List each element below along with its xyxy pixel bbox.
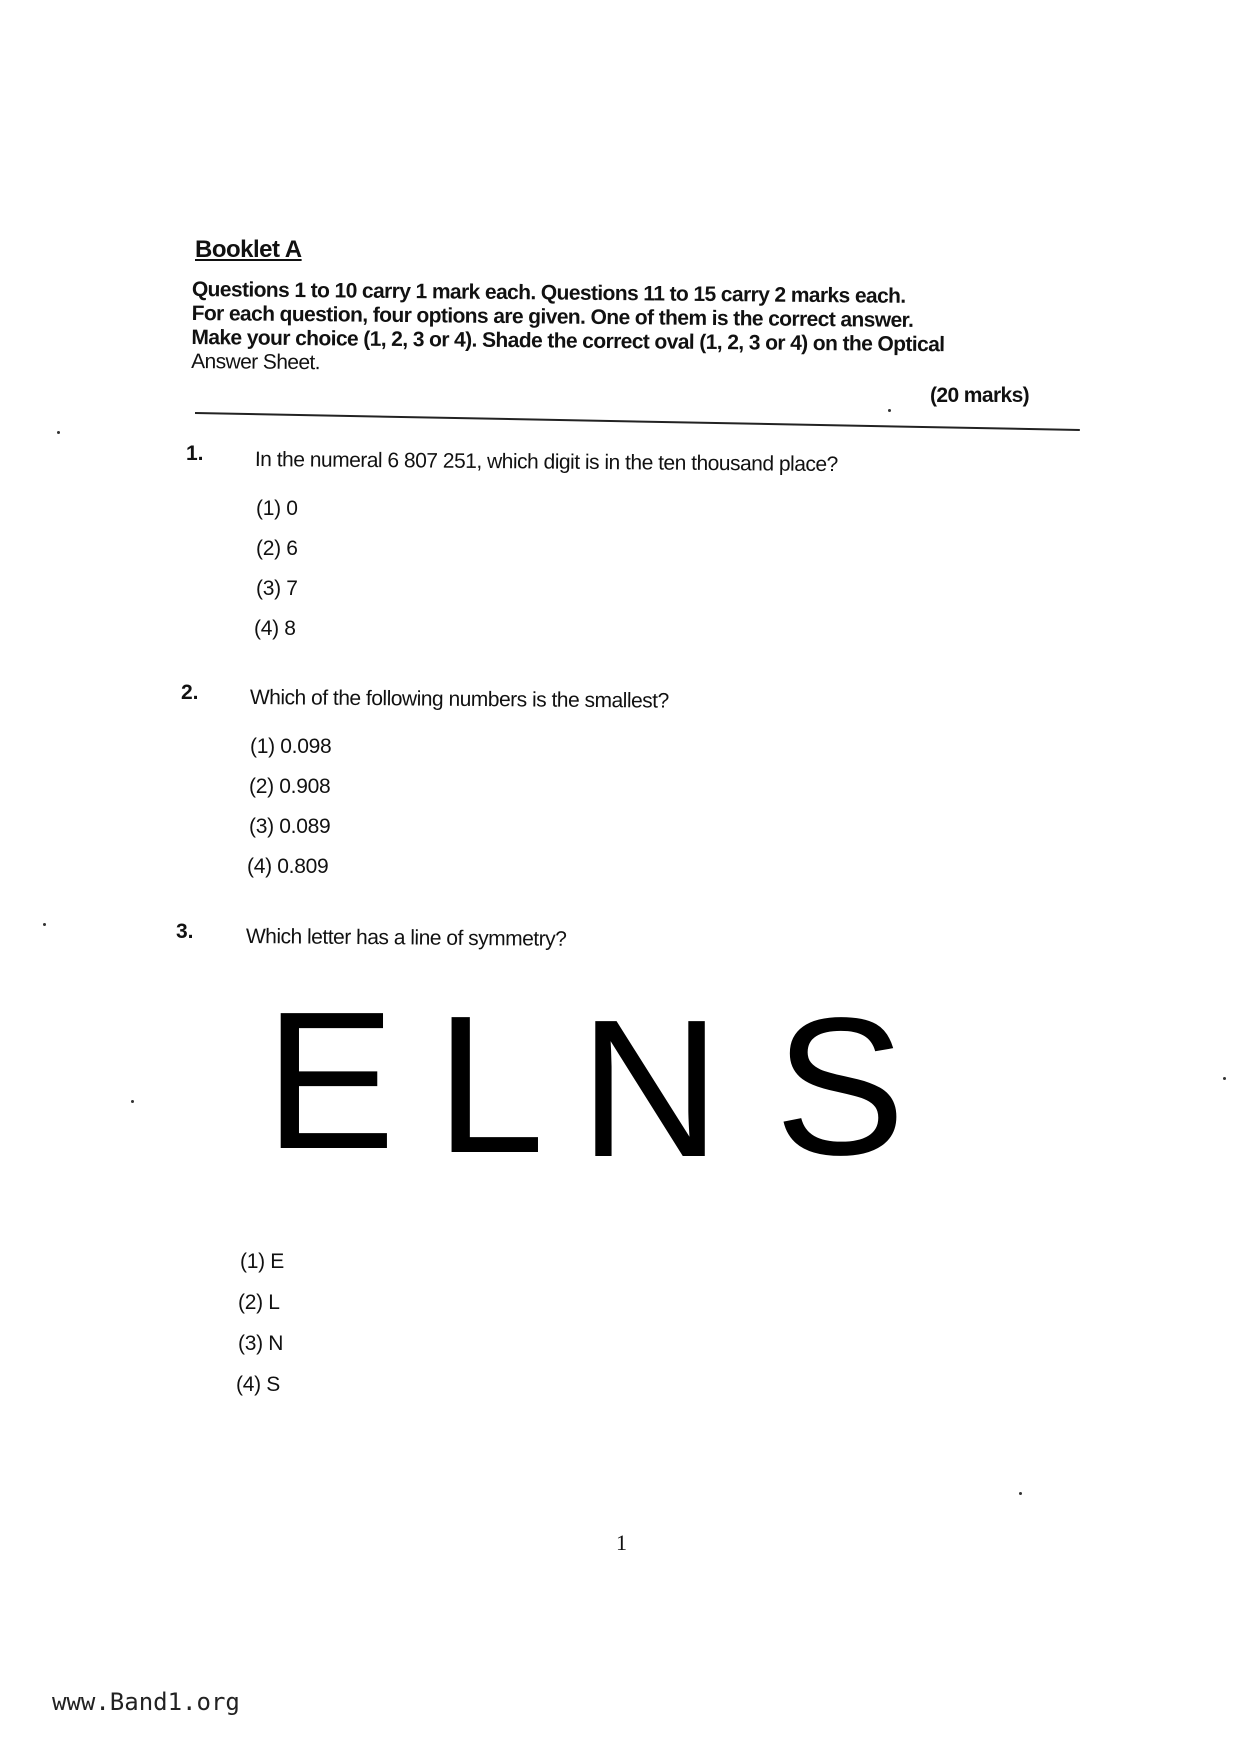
option: (2) 6	[256, 537, 298, 560]
option: (1) 0	[256, 497, 298, 520]
option: (1) E	[240, 1250, 285, 1273]
question-number: 3.	[176, 920, 194, 943]
scan-speck	[1019, 1492, 1022, 1495]
option: (3) 7	[256, 577, 298, 600]
question-text: In the numeral 6 807 251, which digit is in the ten thousand place?	[254, 448, 838, 477]
question-text: Which of the following numbers is the smallest?	[249, 686, 669, 713]
footer-url: www.Band1.org	[52, 1688, 240, 1716]
question-text: Which letter has a line of symmetry?	[245, 925, 567, 951]
option: (4) 8	[254, 617, 296, 640]
scan-speck	[131, 1100, 134, 1103]
option: (2) 0.908	[249, 775, 331, 798]
page-number: 1	[616, 1530, 627, 1555]
letter-s: S	[774, 990, 906, 1190]
option: (1) 0.098	[250, 735, 332, 758]
letter-l: L	[435, 990, 545, 1190]
scan-speck	[1223, 1077, 1226, 1080]
question-number: 2.	[181, 681, 199, 704]
option: (3) 0.089	[249, 815, 331, 838]
instruction-line: For each question, four options are given. One of them is the correct answer.	[191, 301, 914, 332]
total-marks: (20 marks)	[930, 384, 1030, 407]
scan-speck	[888, 409, 891, 412]
option: (4) 0.809	[247, 855, 329, 878]
scan-speck	[43, 923, 46, 926]
instruction-line: Questions 1 to 10 carry 1 mark each. Questions 11 to 15 carry 2 marks each.	[191, 278, 906, 308]
instruction-line: Make your choice (1, 2, 3 or 4). Shade the correct oval (1, 2, 3 or 4) on the Optical	[191, 325, 945, 357]
letters-figure	[250, 990, 930, 1190]
instructions	[191, 278, 1052, 382]
letter-e: E	[264, 990, 396, 1190]
option: (2) L	[238, 1291, 280, 1314]
scan-speck	[57, 431, 60, 434]
question-number: 1.	[186, 442, 204, 465]
divider	[195, 412, 1080, 431]
letter-n: N	[579, 990, 721, 1190]
booklet-title: Booklet A	[195, 236, 302, 263]
option: (3) N	[238, 1332, 284, 1355]
option: (4) S	[236, 1373, 281, 1396]
instruction-line: Answer Sheet.	[191, 349, 321, 375]
